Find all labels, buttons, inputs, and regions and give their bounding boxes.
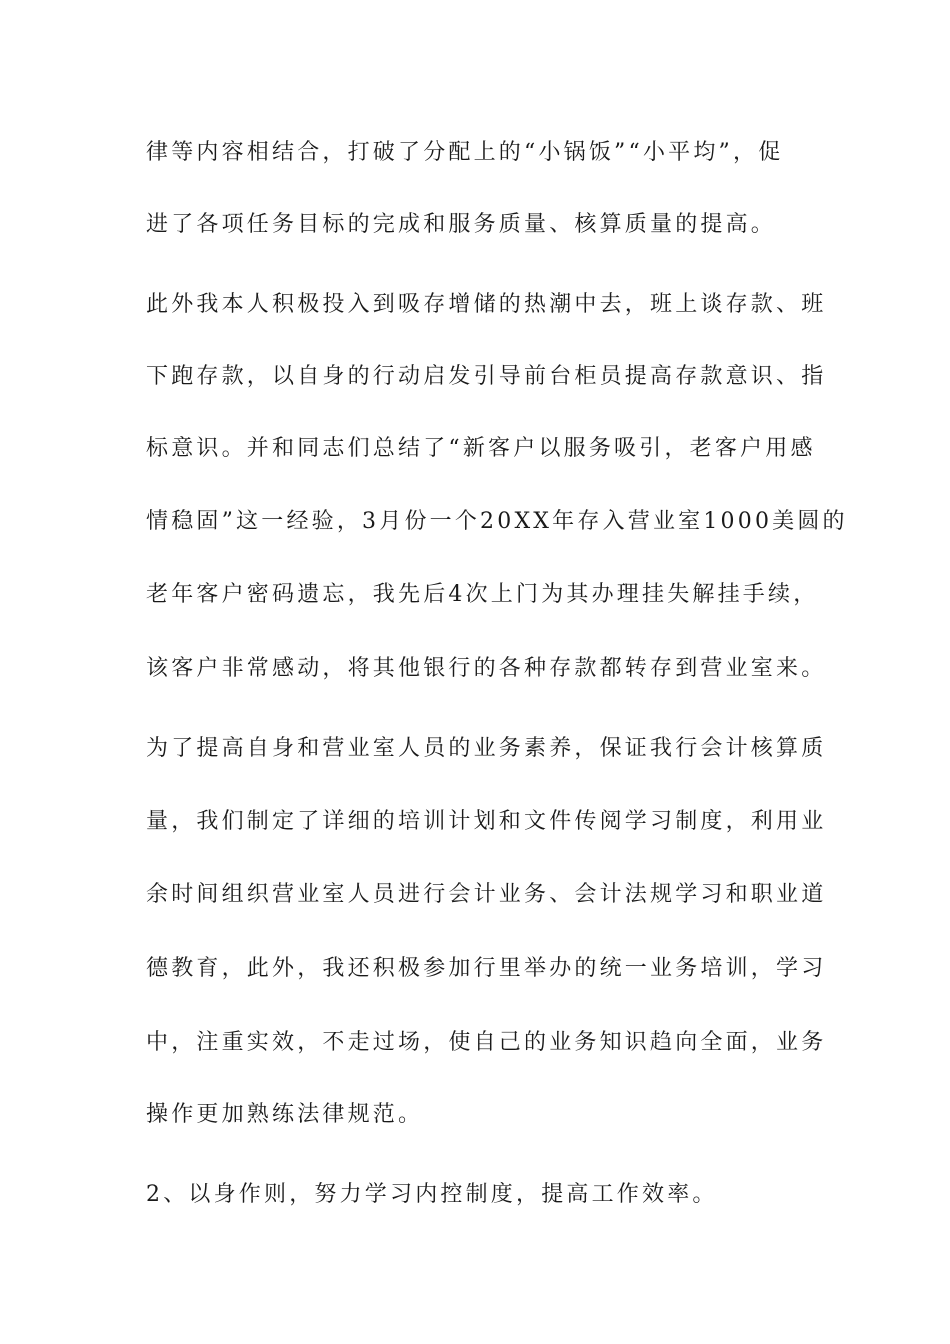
text-line: 操作更加熟练法律规范。 — [146, 1102, 424, 1127]
text-line: 标意识。并和同志们总结了“新客户以服务吸引，老客户用感 — [146, 436, 816, 461]
text-line: 余时间组织营业室人员进行会计业务、会计法规学习和职业道 — [146, 882, 827, 907]
text-line: 2、以身作则，努力学习内控制度，提高工作效率。 — [146, 1182, 718, 1207]
text-line: 中，注重实效，不走过场，使自己的业务知识趋向全面，业务 — [146, 1030, 827, 1055]
text-line: 德教育，此外，我还积极参加行里举办的统一业务培训，学习 — [146, 956, 827, 981]
text-line: 情稳固”这一经验，3月份一个20XX年存入营业室1000美圆的 — [146, 509, 848, 534]
text-line: 量，我们制定了详细的培训计划和文件传阅学习制度，利用业 — [146, 809, 827, 834]
text-line: 为了提高自身和营业室人员的业务素养，保证我行会计核算质 — [146, 736, 827, 761]
text-line: 此外我本人积极投入到吸存增储的热潮中去，班上谈存款、班 — [146, 292, 827, 317]
text-line: 进了各项任务目标的完成和服务质量、核算质量的提高。 — [146, 212, 777, 237]
text-line: 老年客户密码遗忘，我先后4次上门为其办理挂失解挂手续， — [146, 582, 819, 607]
text-line: 下跑存款，以自身的行动启发引导前台柜员提高存款意识、指 — [146, 364, 827, 389]
text-line: 该客户非常感动，将其他银行的各种存款都转存到营业室来。 — [146, 656, 827, 681]
text-line: 律等内容相结合，打破了分配上的“小锅饭”“小平均”，促 — [146, 140, 784, 165]
